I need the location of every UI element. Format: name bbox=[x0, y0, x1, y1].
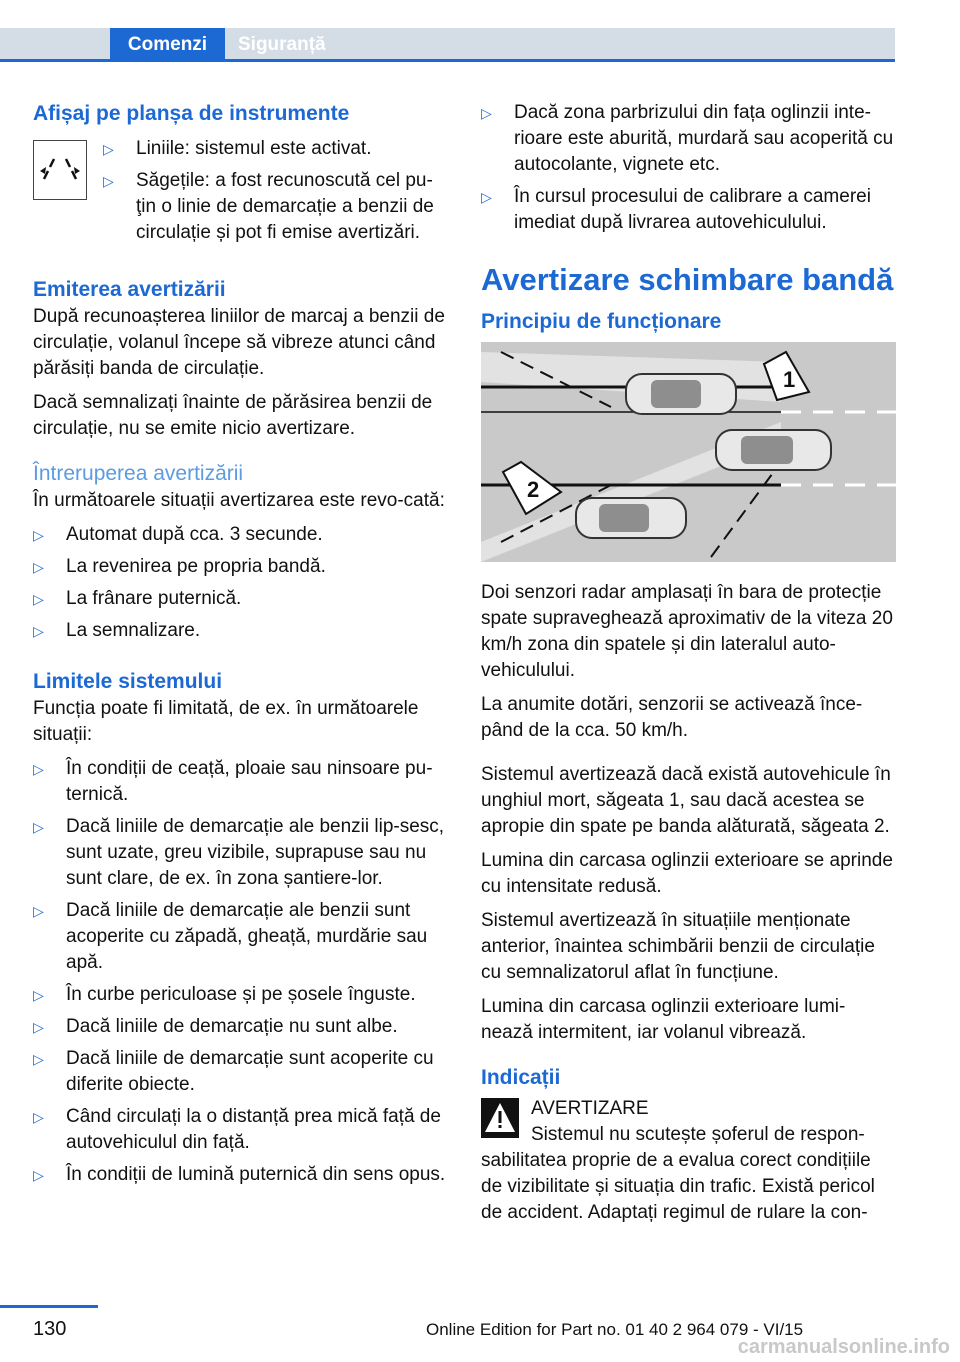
limits-list bbox=[33, 756, 448, 1188]
warning-triangle-icon bbox=[481, 1098, 519, 1146]
triangle-bullet-icon: ▷ bbox=[481, 105, 492, 121]
triangle-bullet-icon: ▷ bbox=[33, 819, 44, 835]
list-item: ▷ La frânare puternică. bbox=[33, 586, 448, 612]
footer-accent-line bbox=[0, 1305, 98, 1308]
triangle-bullet-icon: ▷ bbox=[33, 761, 44, 777]
display-list bbox=[103, 136, 448, 246]
principle-paragraph-3: Sistemul avertizează dacă există autovehicule în unghiul mort, săgeata 1, sau dacă acestea se apropie din spate pe banda alăturată, săgeata 2. bbox=[481, 764, 891, 837]
list-item: ▷ În condiții de ceață, ploaie sau ninsoare pu-ternică. bbox=[33, 758, 433, 805]
triangle-bullet-icon: ▷ bbox=[103, 141, 114, 157]
principle-paragraph-5: Sistemul avertizează în situațiile menționate anterior, înaintea schimbării benzii de circulație cu semnalizatorul aflat în funcțiune. bbox=[481, 910, 875, 983]
list-item: ▷ La revenirea pe propria bandă. bbox=[33, 554, 448, 580]
heading-principle: Principiu de funcționare bbox=[481, 310, 722, 333]
triangle-bullet-icon: ▷ bbox=[481, 189, 492, 205]
triangle-bullet-icon: ▷ bbox=[103, 173, 114, 189]
list-item: ▷ Dacă liniile de demarcație ale benzii lip-sesc, sunt uzate, greu vizibile, suprapuse sau nu sunt clare, de ex. în zona șantiere-lor. bbox=[33, 816, 445, 889]
triangle-bullet-icon: ▷ bbox=[33, 527, 44, 543]
triangle-bullet-icon: ▷ bbox=[33, 1109, 44, 1125]
principle-paragraph-6: Lumina din carcasa oglinzii exterioare lumi-nează intermitent, iar volanul vibrează. bbox=[481, 996, 846, 1043]
warning-text: Sistemul nu scutește șoferul de respon-sabilitatea proprie de a evalua corect condițiile de vizibilitate și situația din trafic. Există pericol de accident. Adaptați regimul de rulare la con- bbox=[481, 1124, 875, 1223]
lane-change-illustration bbox=[481, 342, 896, 562]
triangle-bullet-icon: ▷ bbox=[33, 987, 44, 1003]
left-column bbox=[33, 100, 448, 1194]
heading-notes: Indicații bbox=[481, 1066, 561, 1089]
interrupt-paragraph: În următoarele situații avertizarea este revo-cată: bbox=[33, 490, 445, 511]
interrupt-list bbox=[33, 522, 448, 644]
triangle-bullet-icon: ▷ bbox=[33, 1167, 44, 1183]
list-item: ▷ Dacă liniile de demarcație nu sunt albe. bbox=[33, 1014, 448, 1040]
heading-interrupt: Întreruperea avertizării bbox=[33, 462, 244, 485]
watermark: carmanualsonline.info bbox=[737, 1336, 950, 1358]
arrow-1-label: 1 bbox=[783, 367, 796, 392]
list-item: ▷ Dacă liniile de demarcație sunt acoperite cu diferite obiecte. bbox=[33, 1048, 434, 1095]
list-item: ▷ La semnalizare. bbox=[33, 618, 448, 644]
tab-comenzi[interactable]: Comenzi bbox=[110, 28, 225, 61]
page-number: 130 bbox=[33, 1318, 67, 1340]
list-item: ▷ Liniile: sistemul este activat. bbox=[103, 136, 448, 162]
tab-siguranta[interactable]: Siguranță bbox=[238, 34, 326, 55]
heading-warning: Emiterea avertizării bbox=[33, 278, 226, 301]
triangle-bullet-icon: ▷ bbox=[33, 1051, 44, 1067]
list-item: ▷ Săgețile: a fost recunoscută cel pu-ţin o linie de demarcație a benzii de circulație și pot fi emise avertizări. bbox=[103, 170, 434, 243]
triangle-bullet-icon: ▷ bbox=[33, 1019, 44, 1035]
principle-paragraph-4: Lumina din carcasa oglinzii exterioare se aprinde cu intensitate redusă. bbox=[481, 850, 893, 897]
tabbar-underline bbox=[0, 59, 895, 62]
principle-paragraph-2: La anumite dotări, senzorii se activează înce-pând de la cca. 50 km/h. bbox=[481, 694, 863, 741]
right-column bbox=[481, 100, 896, 1226]
list-item: ▷ Automat după cca. 3 secunde. bbox=[33, 522, 448, 548]
warning-title: AVERTIZARE bbox=[531, 1098, 649, 1119]
list-item: ▷ Când circulați la o distanță prea mică față de autovehiculul din față. bbox=[33, 1106, 441, 1153]
triangle-bullet-icon: ▷ bbox=[33, 903, 44, 919]
triangle-bullet-icon: ▷ bbox=[33, 559, 44, 575]
list-item: ▷ Dacă liniile de demarcație ale benzii sunt acoperite cu zăpadă, gheață, murdărie sau apă. bbox=[33, 900, 428, 973]
list-item: ▷ În condiții de lumină puternică din sens opus. bbox=[33, 1162, 448, 1188]
limits-paragraph: Funcția poate fi limitată, de ex. în următoarele situații: bbox=[33, 698, 419, 745]
warning-paragraph-2: Dacă semnalizați înainte de părăsirea benzii de circulație, nu se emite nicio avertizare. bbox=[33, 392, 433, 439]
warning-block bbox=[481, 1096, 896, 1226]
list-item: ▷ În curbe periculoase și pe șosele înguste. bbox=[33, 982, 448, 1008]
triangle-bullet-icon: ▷ bbox=[33, 591, 44, 607]
edition-text: Online Edition for Part no. 01 40 2 964 079 - VI/15 bbox=[426, 1320, 804, 1339]
triangle-bullet-icon: ▷ bbox=[33, 623, 44, 639]
heading-display: Afișaj pe planșa de instrumente bbox=[33, 102, 350, 125]
header-tabbar bbox=[0, 28, 895, 61]
list-item: ▷ Dacă zona parbrizului din fața oglinzii inte-rioare este aburită, murdară sau acoperită cu autocolante, vignete etc. bbox=[481, 102, 894, 175]
continued-list bbox=[481, 100, 896, 236]
warning-paragraph-1: După recunoașterea liniilor de marcaj a benzii de circulație, volanul începe să vibreze atunci când părăsiți banda de circulație. bbox=[33, 306, 445, 379]
heading-lane-change-warning: Avertizare schimbare bandă bbox=[481, 262, 894, 297]
arrow-2-label: 2 bbox=[527, 477, 540, 502]
principle-paragraph-1: Doi senzori radar amplasați în bara de protecție spate supraveghează aproximativ de la viteza 20 km/h zona din spatele și din lateralul auto-vehiculului. bbox=[481, 582, 893, 681]
heading-limits: Limitele sistemului bbox=[33, 670, 223, 693]
list-item: ▷ În cursul procesului de calibrare a camerei imediat după livrarea autovehiculului. bbox=[481, 186, 871, 233]
